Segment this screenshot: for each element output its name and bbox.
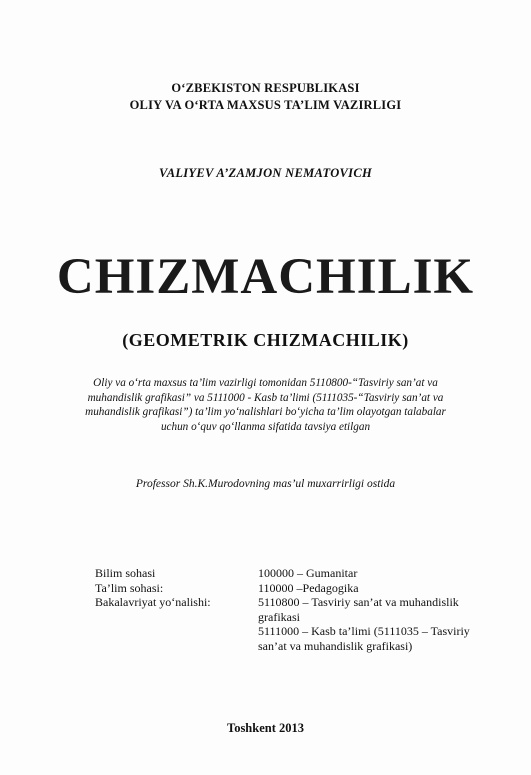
label-education-area: Ta’lim sohasi: bbox=[95, 580, 164, 595]
label-knowledge-area: Bilim sohasi bbox=[95, 566, 156, 580]
country-heading: O‘ZBEKISTON RESPUBLIKASI bbox=[171, 81, 360, 95]
classification-values bbox=[258, 566, 520, 653]
editor-note: Professor Sh.K.Murodovning mas’ul muxarrirligi ostida bbox=[135, 478, 396, 490]
book-title: CHIZMACHILIK bbox=[56, 249, 475, 305]
value-direction-1: 5110800 – Tasviriy san’at va muhandislik bbox=[258, 595, 459, 609]
ministry-heading: OLIY VA O‘RTA MAXSUS TA’LIM VAZIRLIGI bbox=[129, 98, 402, 112]
value-knowledge-area: 100000 – Gumanitar bbox=[258, 566, 358, 580]
classification-labels bbox=[95, 566, 211, 610]
book-subtitle: (GEOMETRIK CHIZMACHILIK) bbox=[122, 330, 409, 350]
description-line: muhandislik grafikasi” va 5111000 - Kasb ta’limi (5111035-“Tasviriy san’at va bbox=[87, 391, 444, 404]
label-bachelor-direction: Bakalavriyat yo‘nalishi: bbox=[95, 595, 211, 609]
value-education-area: 110000 –Pedagogika bbox=[258, 580, 359, 595]
approval-description bbox=[0, 376, 531, 434]
value-direction-2: 5111000 – Kasb ta’limi (5111035 – Tasviriy bbox=[258, 624, 470, 638]
value-direction-1-cont: grafikasi bbox=[258, 609, 300, 624]
publication-place-year: Toshkent 2013 bbox=[227, 721, 304, 735]
author-name: VALIYEV A’ZAMJON NEMATOVICH bbox=[158, 166, 372, 180]
description-line: uchun o‘quv qo‘llanma sifatida tavsiya etilgan bbox=[160, 420, 371, 433]
description-line: muhandislik grafikasi”) ta’lim yo‘nalishlari bo‘yicha ta’lim olayotgan talabalar bbox=[85, 406, 446, 418]
value-direction-2-cont: san’at va muhandislik grafikasi) bbox=[258, 638, 413, 653]
description-line: Oliy va o‘rta maxsus ta’lim vazirligi tomonidan 5110800-“Tasviriy san’at va bbox=[93, 377, 438, 389]
